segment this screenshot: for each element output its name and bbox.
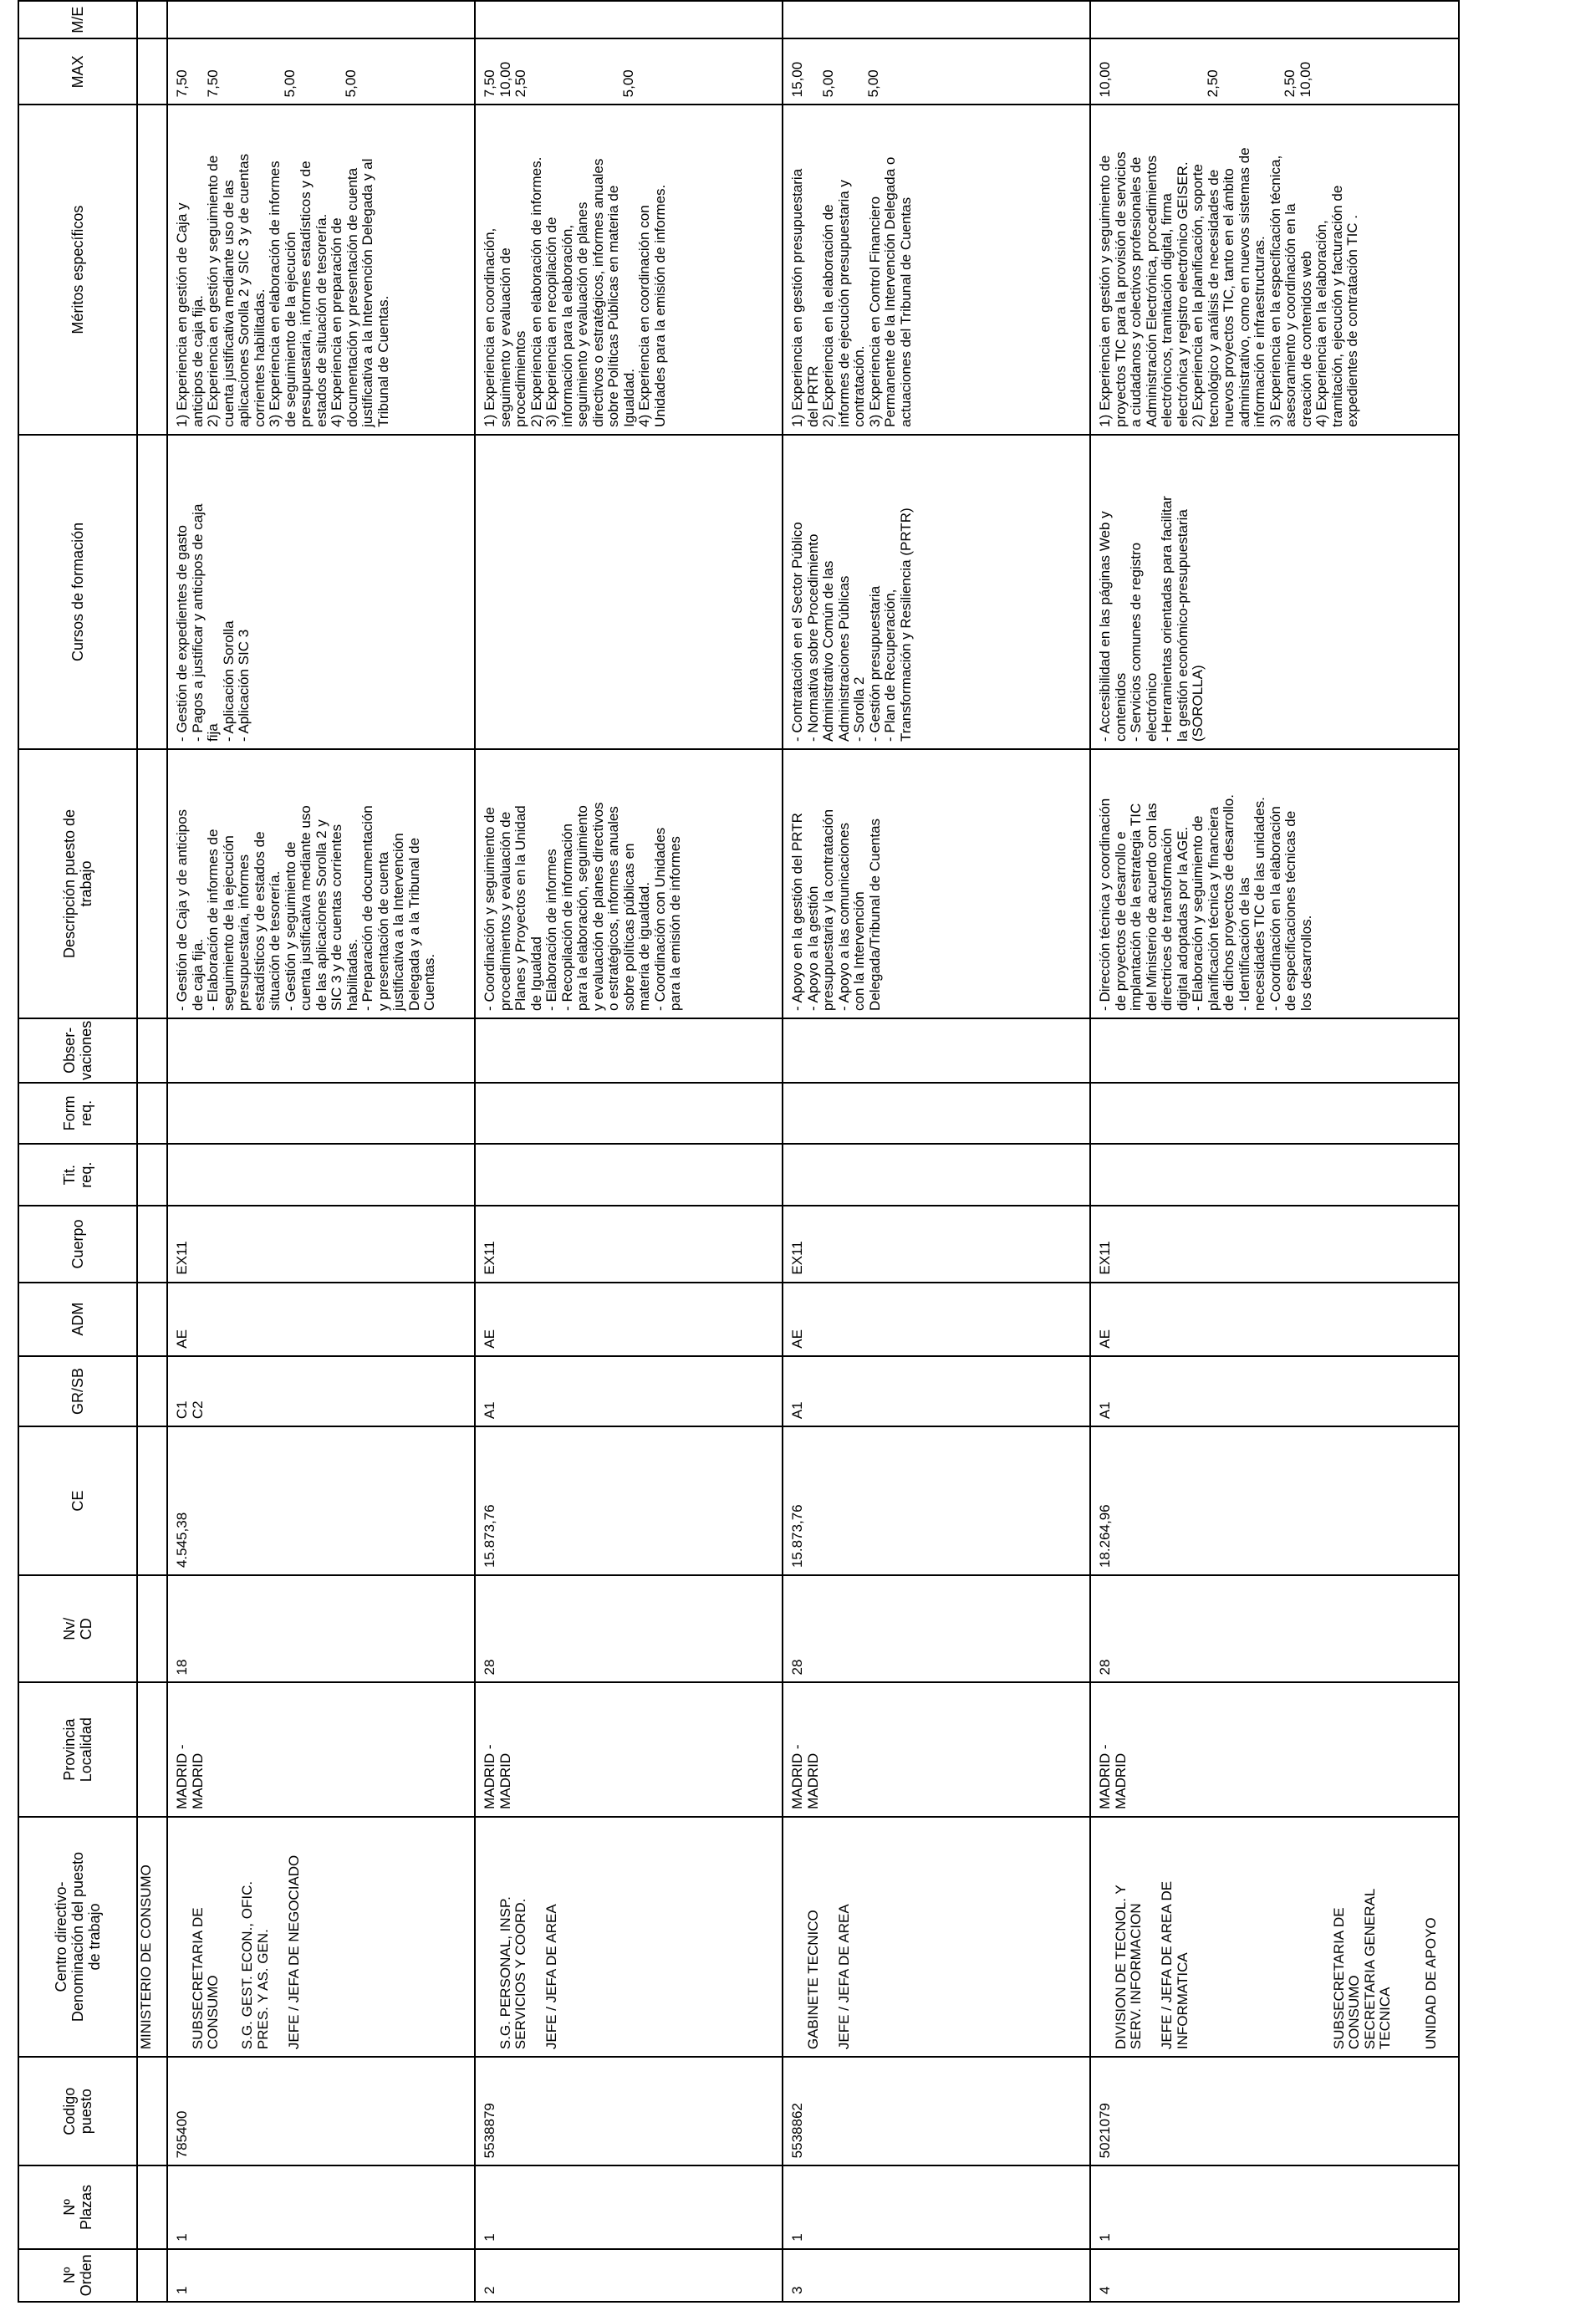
table-row (167, 1, 475, 2302)
header-cuerpo: Cuerpo (18, 1206, 137, 1282)
row-nivel: 18 (174, 1659, 190, 1676)
row-nivel: 28 (1097, 1659, 1113, 1676)
row-codigo: 5538862 (789, 2103, 805, 2159)
row-cursos: - Gestión de expedientes de gasto - Pagos a justificar y anticipos de caja fija - Aplicación Sorolla - Aplicación SIC 3 (174, 503, 252, 742)
row-max-1: 10,00 (1097, 61, 1113, 98)
header-grupo: GR/SB (18, 1356, 137, 1426)
row-orden: 3 (789, 2286, 805, 2294)
header-obs: Obser- vaciones (18, 1018, 137, 1083)
row-max-2: 10,00 (497, 61, 513, 98)
row-codigo: 5021079 (1097, 2103, 1113, 2159)
row-provincia: MADRID - MADRID (1097, 1744, 1129, 1809)
header-codigo: Codigo puesto (18, 2057, 137, 2165)
row-descripcion: - Coordinación y seguimiento de procedimientos y evaluación de Planes y Proyectos en la Unidad de Igualdad - Elaboración de informes - Recopilación de información para la elaboración, seguimiento y evaluación de planes directivos o estratégicos, informes anuales sobre políticas públicas en materia de igualdad. - Coordinación con Unidades para la emisión de informes (482, 802, 683, 1011)
job-positions-table (18, 0, 1460, 2303)
row-cursos: - Accesibilidad en las páginas Web y contenidos - Servicios comunes de registro electrónico - Herramientas orientadas para facilitar la gestión económico-presupuestaria (SOROLLA) (1097, 496, 1206, 742)
row-ce: 18.264,96 (1097, 1504, 1113, 1569)
row-meritos: 1) Experiencia en gestión y seguimiento de proyectos TIC para la provisión de servicios a ciudadanos y colectivos profesionales de Administración Electrónica, procedimientos electrónicos, tramitación digital, firma electrónica y registro electrónico GEISER. 2) Experiencia en la planificación, soporte tecnológico y análisis de necesidades de nuevos proyectos TIC, tanto en el ámbito administrativo, como en nuevos sistemas de información e infraestructuras. 3) Experiencia en la especificación técnica, asesoramiento y coordinación en la creación de contenidos web 4) Experiencia en la elaboración, tramitación, ejecución y facturación de expedientes de contratación TIC . (1097, 147, 1360, 427)
row-max-4: 5,00 (342, 69, 359, 98)
header-row (18, 1, 137, 2302)
row-orden: 1 (174, 2286, 190, 2294)
row-codigo: 785400 (174, 2110, 190, 2159)
row-adm: AE (789, 1329, 805, 1349)
row-descripcion: - Apoyo en la gestión del PRTR - Apoyo a la gestión presupuestaria y la contratación - Apoyo a las comunicaciones con la Intervención Delegada/Tribunal de Cuentas (789, 809, 883, 1011)
row-ce: 15.873,76 (789, 1504, 805, 1569)
table-row (475, 1, 783, 2302)
row-puesto: JEFE / JEFA DE AREA (835, 1904, 852, 2050)
row-centro-division: DIVISION DE TECNOL. Y SERV. INFORMACION (1112, 1885, 1144, 2050)
row-centro-sg: S.G. PERSONAL, INSP. SERVICIOS Y COORD. (497, 1896, 528, 2050)
row-adm: AE (174, 1329, 190, 1349)
header-ce: CE (18, 1426, 137, 1575)
ministry-name: MINISTERIO DE CONSUMO (138, 1864, 154, 2050)
row-orden: 2 (482, 2286, 497, 2294)
header-provincia: Provincia Localidad (18, 1682, 137, 1816)
table-row (783, 1, 1090, 2302)
row-grupo: A1 (1097, 1401, 1113, 1420)
row-max-3: 5,00 (282, 69, 298, 98)
header-nivel: Nv/ CD (18, 1575, 137, 1682)
row-cuerpo: EX11 (174, 1241, 190, 1275)
row-nivel: 28 (482, 1659, 497, 1676)
row-cuerpo: EX11 (482, 1241, 497, 1275)
row-centro-sg: S.G. GEST. ECON., OFIC. PRES. Y AS. GEN. (239, 1880, 271, 2050)
header-max: MAX (18, 38, 137, 105)
header-adm: ADM (18, 1283, 137, 1356)
row-centro-gabinete: GABINETE TECNICO (804, 1910, 821, 2050)
row-max-3: 5,00 (865, 69, 881, 98)
row-max-2: 5,00 (819, 69, 836, 98)
row-grupo: A1 (789, 1401, 805, 1420)
row-max-4: 5,00 (620, 69, 636, 98)
row-max-1: 15,00 (789, 61, 805, 98)
row-cuerpo: EX11 (1097, 1241, 1113, 1275)
row-max-3: 2,50 (1282, 69, 1298, 98)
row-grupo: A1 (482, 1401, 497, 1420)
row-cursos: - Contratación en el Sector Público - Normativa sobre Procedimiento Administrativo Común de las Administraciones Públicas - Sorolla 2 - Gestión presupuestaria - Plan de Recuperación, Transformación y Resiliencia (PRTR) (789, 508, 914, 742)
row-centro-unidad: UNIDAD DE APOYO (1423, 1917, 1439, 2050)
row-max-2: 7,50 (204, 69, 221, 98)
header-meritos: Méritos específicos (18, 105, 137, 435)
row-descripcion: - Dirección técnica y coordinación de proyectos de desarrollo e implantación de la estrategia TIC del Ministerio de acuerdo con las directrices de transformación digital adoptadas por la AGE. - Elaboración y seguimiento de planificación técnica y financiera de dichos proyectos de desarrollo. - Identificación de las necesidades TIC de las unidades. - Coordinación en la elaboración de especificaciones técnicas de los desarrollos. (1097, 794, 1314, 1011)
row-descripcion: - Gestión de Caja y de anticipos de caja fija. - Elaboración de informes de seguimiento de la ejecución presupuestaria, informes estadísticos y de estados de situación de tesorería. - Gestión y seguimiento de cuenta justificativa mediante uso de las aplicaciones Sorolla 2 y SIC 3 y de cuentas corrientes habilitadas. - Preparación de documentación y presentación de cuenta justificativa a la Intervención Delegada y a la Tribunal de Cuentas. (174, 805, 437, 1011)
header-centro: Centro directivo- Denominación del puesto de trabajo (18, 1817, 137, 2057)
row-ce: 15.873,76 (482, 1504, 497, 1569)
row-ce: 4.545,38 (174, 1512, 190, 1569)
table-row (1090, 1, 1459, 2302)
row-codigo: 5538879 (482, 2103, 497, 2159)
row-nivel: 28 (789, 1659, 805, 1676)
row-centro-subsecretaria: SUBSECRETARIA DE CONSUMO (189, 1907, 221, 2050)
row-plazas: 1 (174, 2233, 190, 2242)
row-plazas: 1 (482, 2233, 497, 2242)
row-max-1: 7,50 (174, 69, 190, 98)
row-plazas: 1 (789, 2233, 805, 2242)
row-max-2: 2,50 (1204, 69, 1221, 98)
row-provincia: MADRID - MADRID (174, 1744, 206, 1809)
row-max-3: 2,50 (512, 69, 528, 98)
row-orden: 4 (1097, 2286, 1113, 2294)
row-puesto: JEFE / JEFA DE AREA DE INFORMATICA (1159, 1880, 1191, 2050)
row-plazas: 1 (1097, 2233, 1113, 2242)
header-form: Form req. (18, 1083, 137, 1144)
row-provincia: MADRID - MADRID (482, 1744, 513, 1809)
ministry-row (137, 1, 167, 2302)
row-cuerpo: EX11 (789, 1241, 805, 1275)
row-grupo: C1 C2 (174, 1400, 206, 1420)
header-plazas: Nº Plazas (18, 2165, 137, 2248)
header-tit: Tit. req. (18, 1144, 137, 1206)
row-meritos: 1) Experiencia en gestión presupuestaria del PRTR 2) Experiencia en la elaboración de informes de ejecución presupuestaria y contratación. 3) Experiencia en Control Financiero Permanente de la Intervención Delegada o actuaciones del Tribunal de Cuentas (789, 156, 914, 427)
row-adm: AE (1097, 1329, 1113, 1349)
row-cursos (476, 436, 486, 748)
row-meritos: 1) Experiencia en gestión de Caja y anticipos de caja fija. 2) Experiencia en gestión y seguimiento de cuenta justificativa mediante uso de las aplicaciones Sorolla 2 y SIC 3 y de cuentas corrientes habilitadas. 3) Experiencia en elaboración de informes de seguimiento de la ejecución presupuestaria, informes estadísticos y de estados de situación de tesorería. 4) Experiencia en preparación de documentación y presentación de cuenta justificativa a la Intervención Delegada y al Tribunal de Cuentas. (174, 153, 391, 427)
row-adm: AE (482, 1329, 497, 1349)
row-meritos: 1) Experiencia en coordinación, seguimiento y evaluación de procedimientos 2) Experiencia en elaboración de informes. 3) Experiencia en recopilación de información para la elaboración, seguimiento y evaluación de planes directivos o estratégicos, informes anuales sobre Políticas Públicas en materia de Igualdad. 4) Experiencia en coordinación con Unidades para la emisión de informes. (482, 156, 668, 427)
header-descripcion: Descripción puesto de trabajo (18, 749, 137, 1018)
row-max-1: 7,50 (482, 69, 497, 98)
row-puesto: JEFE / JEFA DE NEGOCIADO (285, 1854, 302, 2050)
row-max-4: 10,00 (1297, 61, 1313, 98)
header-cursos: Cursos de formación (18, 435, 137, 749)
row-provincia: MADRID - MADRID (789, 1744, 821, 1809)
header-me: M/E (18, 1, 137, 38)
header-orden: Nº Orden (18, 2249, 137, 2302)
row-centro-subsecretaria: SUBSECRETARIA DE CONSUMO SECRETARIA GENERAL TECNICA (1330, 1888, 1393, 2050)
row-puesto: JEFE / JEFA DE AREA (543, 1904, 559, 2050)
